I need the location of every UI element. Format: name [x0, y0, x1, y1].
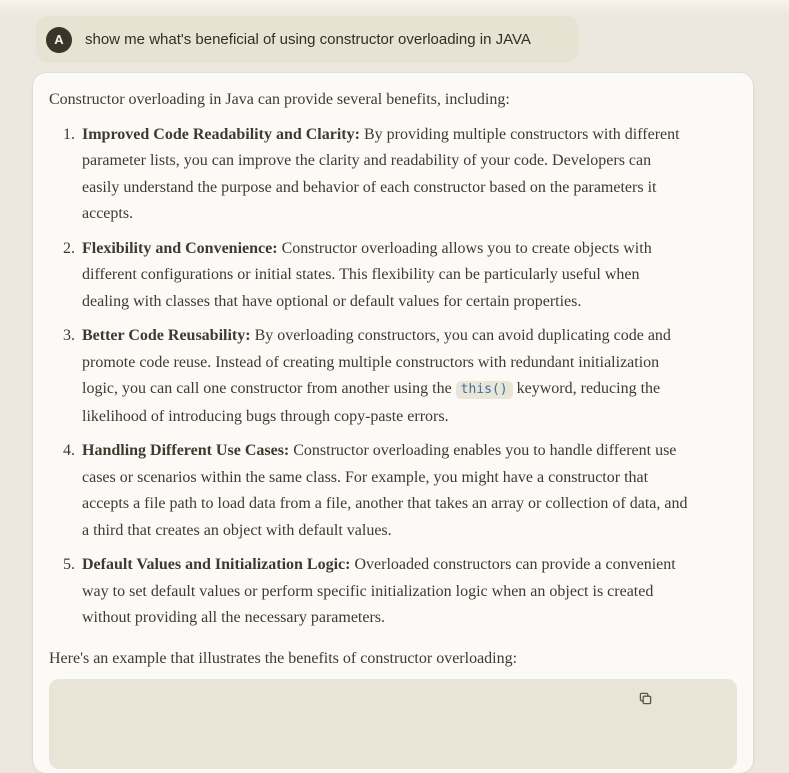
list-item-title: Improved Code Readability and Clarity:	[82, 125, 360, 143]
response-outro: Here's an example that illustrates the benefits of constructor overloading:	[49, 649, 518, 667]
response-intro: Constructor overloading in Java can provide several benefits, including:	[49, 91, 510, 108]
inline-code-chip: this()	[456, 381, 513, 399]
user-message-row	[36, 16, 579, 63]
list-item-text: Overloaded constructors can provide a convenient way to set default values or perform specific initialization logic when an object is created without providing all the necessary parameters.	[82, 556, 676, 626]
list-item-body	[82, 438, 690, 544]
list-item-text: Constructor overloading allows you to create objects with different configurations or initial states. This flexibility can be particularly useful when dealing with classes that have optional or default values for certain properties.	[82, 239, 652, 310]
list-item-text: Constructor overloading enables you to handle different use cases or scenarios within the same class. For example, you might have a constructor that accepts a file path to load data from a file, another that takes an array or collection of data, and a third that creates an object with default values.	[82, 442, 688, 539]
list-item-text: By providing multiple constructors with different parameter lists, you can improve the clarity and readability of your code. Developers can easily understand the purpose and behavior of each constructor based on the parameters it accepts.	[82, 125, 680, 222]
copy-icon[interactable]	[639, 691, 653, 705]
list-item-title: Handling Different Use Cases:	[82, 442, 290, 459]
list-item-body	[82, 236, 690, 316]
list-item-title: Default Values and Initialization Logic:	[82, 556, 351, 573]
list-item-body	[82, 122, 690, 228]
user-message-bubble	[36, 16, 579, 63]
list-item-number: 3.	[63, 327, 75, 344]
list-item-text: By overloading constructors, you can avoid duplicating code and promote code reuse. Instead of creating multiple constructors with redundant initialization logic, you can call one constructor from another using the	[82, 327, 671, 397]
list-item	[49, 323, 737, 430]
list-item	[49, 236, 737, 316]
list-item	[49, 438, 737, 544]
list-item-number: 4.	[63, 442, 75, 459]
user-message-text: show me what's beneficial of using constructor overloading in JAVA	[85, 31, 531, 48]
user-avatar: A	[46, 27, 72, 53]
list-item-text: keyword, reducing the likelihood of introducing bugs through copy-paste errors.	[82, 380, 661, 425]
benefit-list	[49, 122, 737, 632]
code-block	[49, 679, 737, 769]
list-item	[49, 122, 737, 228]
assistant-response-card	[33, 73, 753, 773]
list-item-body	[82, 323, 690, 430]
list-item-title: Better Code Reusability:	[82, 327, 251, 344]
list-item-number: 1.	[63, 125, 75, 143]
list-item-number: 2.	[63, 239, 75, 257]
list-item	[49, 552, 737, 632]
list-item-body	[82, 552, 690, 632]
list-item-number: 5.	[63, 556, 75, 573]
list-item-title: Flexibility and Convenience:	[82, 239, 278, 257]
top-fade-divider	[0, 0, 789, 15]
